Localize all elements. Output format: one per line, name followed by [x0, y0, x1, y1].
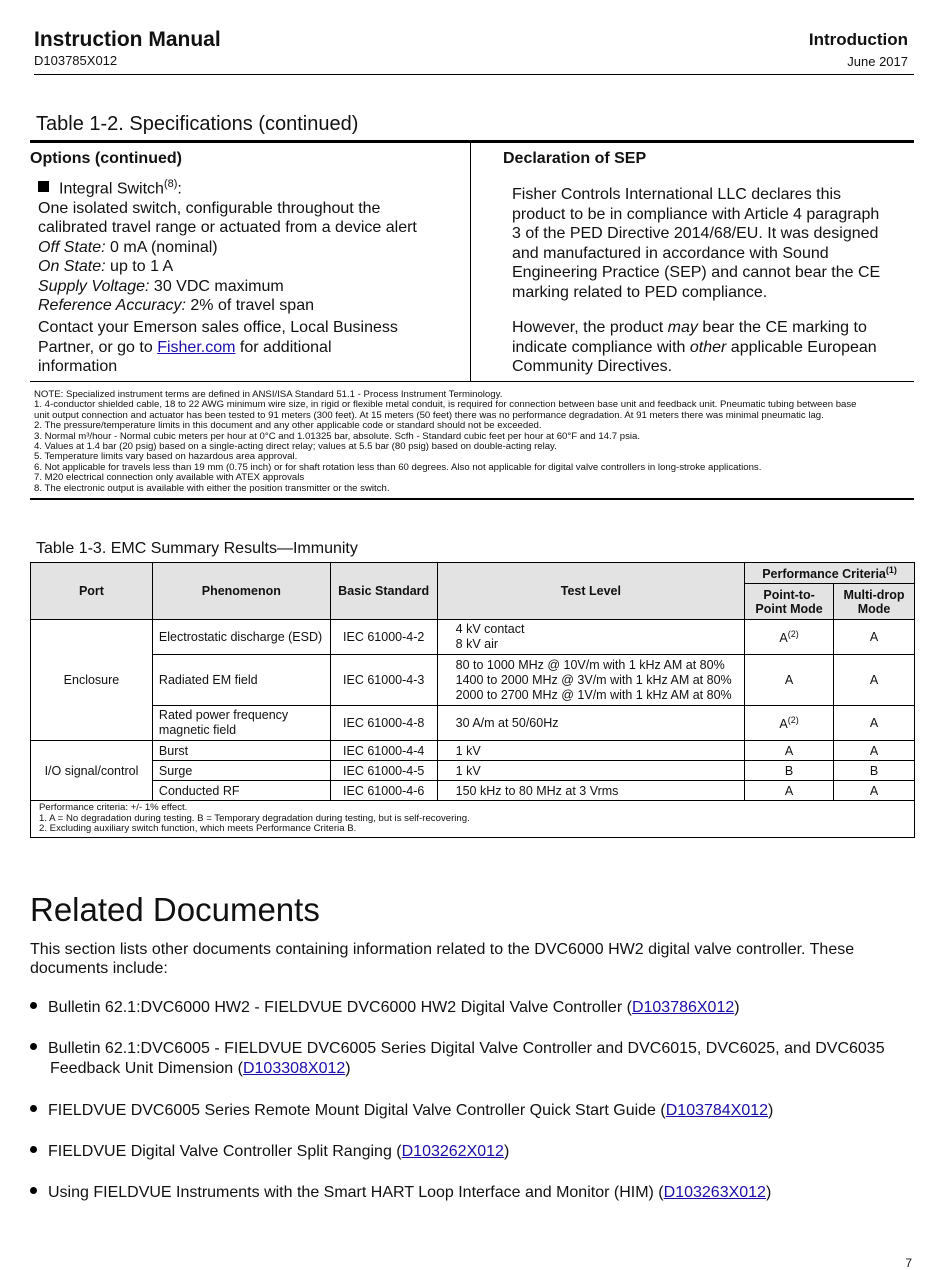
emc-immunity-table: [30, 562, 915, 838]
integral-switch-block: [38, 175, 468, 316]
page-number: 7: [905, 1256, 912, 1270]
document-link[interactable]: D103786X012: [631, 999, 735, 1016]
sep-paragraph-1: Fisher Controls International LLC declares this product to be in compliance with Article 4 paragraph 3 of the PED Directive 2014/68/EU. It was designed and manufactured in accordance with Sound Engineering Practice (SEP) and cannot bear the CE marking related to PED compliance.: [512, 186, 881, 301]
col-header-standard: Basic Standard: [330, 563, 437, 620]
note-line: 6. Not applicable for travels less than 19 mm (0.75 inch) or for shaft rotation less than 60 degrees. Also not applicable for digital valve controllers in long-stroke applications.: [34, 461, 762, 473]
table-1-2-top-rule: [30, 140, 914, 143]
port-io-signal: I/O signal/control: [31, 741, 153, 801]
table-1-2-title: Table 1-2. Specifications (continued): [36, 113, 359, 135]
switch-desc-line: One isolated switch, configurable throughout the: [38, 199, 381, 217]
contact-paragraph: Contact your Emerson sales office, Local Business Partner, or go to Fisher.com for additional information: [38, 319, 398, 375]
switch-desc-line: calibrated travel range or actuated from a device alert: [38, 219, 417, 237]
bullet-icon: [30, 1146, 37, 1153]
col-header-port: Port: [31, 563, 153, 620]
fisher-com-link[interactable]: Fisher.com: [157, 338, 236, 356]
note-line: 7. M20 electrical connection only available with ATEX approvals: [34, 472, 305, 484]
publication-date: June 2017: [847, 54, 908, 69]
related-documents-intro: This section lists other documents containing information related to the DVC6000 HW2 digital valve controller. These documents include:: [30, 941, 855, 977]
note-line: 3. Normal m³/hour - Normal cubic meters per hour at 0°C and 1.01325 bar, absolute. Scfh - Standard cubic feet per hour at 60°F and 14.7 psia.: [34, 430, 641, 442]
performance-criteria-notes: Performance criteria: +/- 1% effect. 1. A = No degradation during testing. B = Temporary degradation during testing, but is self-recovering. 2. Excluding auxiliary switch function, which meets Performance Criteria B.: [31, 801, 915, 838]
document-link[interactable]: D103263X012: [663, 1184, 766, 1201]
declaration-heading: Declaration of SEP: [503, 150, 647, 167]
table-1-2-notes: [34, 390, 914, 494]
table-row: I/O signal/control Burst IEC 61000-4-4 1 kV A A: [31, 741, 915, 761]
document-number: D103785X012: [34, 53, 118, 68]
options-heading: Options (continued): [30, 150, 182, 167]
table-row: Enclosure Electrostatic discharge (ESD) IEC 61000-4-2 4 kV contact 8 kV air $A^{(2)}$ A: [31, 620, 915, 655]
list-item: FIELDVUE Digital Valve Controller Split Ranging (D103262X012): [30, 1142, 930, 1162]
note-line: 2. The pressure/temperature limits in this document and any other applicable code or standard should not be exceeded.: [34, 420, 542, 432]
bullet-icon: [30, 1002, 37, 1009]
port-enclosure: Enclosure: [31, 620, 153, 741]
note-line: 1. 4-conductor shielded cable, 18 to 22 AWG minimum wire size, in rigid or flexible metal conduit, is required for connection between base unit and feedback unit. Pneumatic tubing between base: [34, 399, 857, 411]
square-bullet-icon: [38, 181, 49, 192]
document-link[interactable]: D103784X012: [665, 1102, 769, 1119]
note-line: NOTE: Specialized instrument terms are defined in ANSI/ISA Standard 51.1 - Process Instrument Terminology.: [34, 389, 503, 400]
bullet-icon: [30, 1105, 37, 1112]
reference-accuracy-spec: Reference Accuracy: 2% of travel span: [38, 297, 314, 315]
section-title: Introduction: [808, 30, 908, 49]
col-header-phenomenon: Phenomenon: [152, 563, 330, 620]
document-link[interactable]: D103308X012: [242, 1060, 346, 1077]
table-1-2-bottom-rule: [30, 498, 914, 500]
manual-title: Instruction Manual: [34, 28, 221, 51]
supply-voltage-spec: Supply Voltage: 30 VDC maximum: [38, 277, 284, 295]
related-documents-heading: Related Documents: [30, 891, 320, 928]
list-item: Bulletin 62.1:DVC6000 HW2 - FIELDVUE DVC6000 HW2 Digital Valve Controller (D103786X012): [30, 998, 930, 1018]
table-1-2-body-rule: [30, 381, 914, 382]
sep-paragraph-2: However, the product may bear the CE marking to indicate compliance with other applicable European Community Directives.: [512, 319, 877, 375]
note-line: 4. Values at 1.4 bar (20 psig) based on a single-acting direct relay; values at 5.5 bar (80 psig) based on double-acting relay.: [34, 441, 557, 453]
table-1-2-column-divider: [470, 143, 471, 381]
off-state-spec: Off State: 0 mA (nominal): [38, 238, 218, 256]
col-header-multidrop: Multi-drop Mode: [834, 584, 915, 620]
col-header-test-level: Test Level: [437, 563, 744, 620]
list-item: Using FIELDVUE Instruments with the Smart HART Loop Interface and Monitor (HIM) (D103263X012): [30, 1183, 930, 1203]
document-link[interactable]: D103262X012: [401, 1143, 504, 1160]
integral-switch-title: Integral Switch$^{(8)}$:: [38, 175, 468, 199]
table-row: Surge IEC 61000-4-5 1 kV B B: [31, 761, 915, 781]
table-1-3-title: Table 1-3. EMC Summary Results—Immunity: [36, 540, 358, 557]
bullet-icon: [30, 1187, 37, 1194]
table-row: Rated power frequency magnetic field IEC 61000-4-8 30 A/m at 50/60Hz $A^{(2)}$ A: [31, 706, 915, 741]
list-item: Bulletin 62.1:DVC6005 - FIELDVUE DVC6005 Series Digital Valve Controller and DVC6015, DVC6025, and DVC6035 Feedback Unit Dimension (D103308X012): [30, 1039, 930, 1079]
note-line: 5. Temperature limits vary based on hazardous area approval.: [34, 451, 298, 463]
on-state-spec: On State: up to 1 A: [38, 258, 174, 276]
col-header-point-to-point: Point-to-Point Mode: [745, 584, 834, 620]
header-divider: [34, 74, 914, 75]
list-item: FIELDVUE DVC6005 Series Remote Mount Digital Valve Controller Quick Start Guide (D103784X012): [30, 1101, 930, 1121]
bullet-icon: [30, 1043, 37, 1050]
table-row: Conducted RF IEC 61000-4-6 150 kHz to 80 MHz at 3 Vrms A A: [31, 781, 915, 801]
table-row: Radiated EM field IEC 61000-4-3 80 to 1000 MHz @ 10V/m with 1 kHz AM at 80% 1400 to 2000 MHz @ 3V/m with 1 kHz AM at 80% 2000 to 2700 MHz @ 1V/m with 1 kHz AM at 80% A A: [31, 655, 915, 706]
note-line: 8. The electronic output is available with either the position transmitter or the switch.: [34, 482, 390, 494]
col-header-performance: Performance Criteria$^{(1)}$: [745, 563, 915, 584]
table-notes-row: [31, 801, 915, 838]
note-line: unit output connection and actuator has been tested to 91 meters (300 feet). At 15 meters (50 feet) there was no performance degradation. At 91 meters there was minimal pneumatic lag.: [34, 409, 824, 421]
